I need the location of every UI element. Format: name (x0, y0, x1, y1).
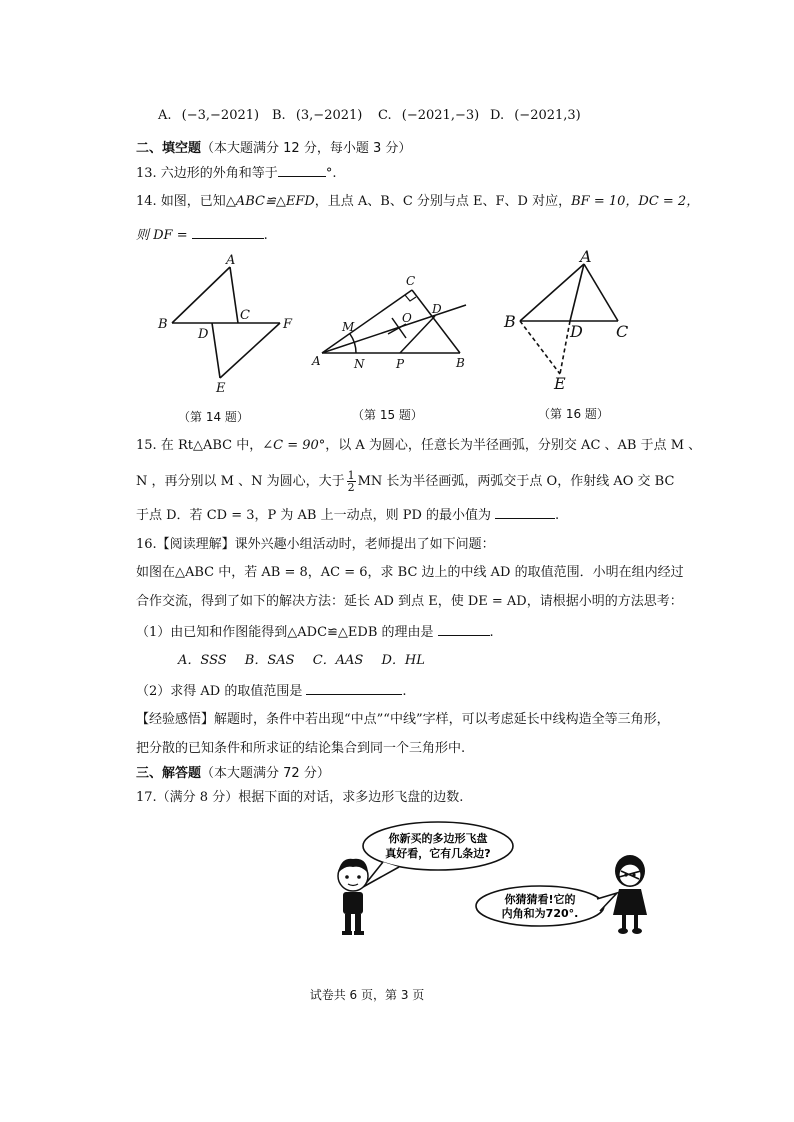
option-b (272, 108, 362, 123)
page-footer: 试卷共 6 页，第 3 页 (309, 988, 425, 1002)
q14-line2: 则 DF = (136, 228, 188, 243)
option-a-value: (−3,−2021) (181, 108, 260, 123)
bubble-1-line-1: 你新买的多边形飞盘 (388, 832, 488, 845)
speech-bubble-2 (476, 886, 604, 926)
fig14-label-e: E (216, 381, 226, 395)
option-c-value: (−2021,−3) (401, 108, 480, 123)
fig15-label-c: C (406, 274, 416, 288)
q15-line3b: . (555, 508, 560, 523)
fig14-label-c: C (240, 308, 250, 323)
option-d-value: (−2021,3) (514, 108, 581, 123)
question-15-line-2 (136, 470, 674, 493)
question-13 (136, 164, 336, 183)
q15-line2a: N ，再分别以 M 、N 为圆心，大于 (136, 474, 345, 489)
q16-sub2-text: （2）求得 AD 的取值范围是 (136, 684, 303, 699)
q14-end: . (263, 228, 268, 243)
q16-sub1-text: （1）由已知和作图能得到△ADC≌△EDB 的理由是 (136, 625, 434, 640)
q15-line1a: 15. 在 Rt△ABC 中， (136, 438, 263, 453)
section-3-note: （本大题满分 72 分） (201, 766, 330, 781)
section-3-title: 三、解答题 (136, 766, 202, 781)
q15-line3a: 于点 D．若 CD = 3，P 为 AB 上一动点，则 PD 的最小值为 (136, 508, 492, 523)
fig14-segment-ba (172, 267, 230, 323)
q16-sub2 (136, 682, 407, 701)
figure-15 (310, 272, 480, 377)
fig14-label-b: B (158, 317, 168, 332)
q16-line1: 如图在△ABC 中，若 AB = 8，AC = 6，求 BC 边上的中线 AD 的取值范围．小明在组内经过 (136, 565, 684, 580)
fig14-label-d: D (198, 327, 209, 342)
bubble-1-line-2: 真好看，它有几条边? (385, 847, 491, 860)
q16-option-a: A．SSS (178, 653, 227, 668)
fig15-label-m: M (342, 320, 355, 334)
q16-experience-line1: 【经验感悟】解题时，条件中若出现“中点”“中线”字样，可以考虑延长中线构造全等三角形， (136, 712, 670, 727)
bubble-2-line-2: 内角和为720°. (501, 907, 579, 920)
question-15-line-3 (136, 506, 559, 525)
option-c-label: C. (378, 108, 392, 123)
fig15-segment-cb (412, 290, 460, 353)
fig14-segment-fe (220, 323, 280, 378)
fig15-segment-ac (322, 290, 412, 353)
q16-experience-line2: 把分散的已知条件和所求证的结论集合到同一个三角形中. (136, 741, 466, 756)
fig16-segment-be (520, 321, 560, 374)
option-b-value: (3,−2021) (295, 108, 363, 123)
fig16-label-e: E (554, 374, 566, 391)
option-a-label: A. (158, 108, 172, 123)
fig15-label-o: O (402, 311, 412, 325)
fig16-label-d: D (570, 322, 583, 341)
option-c (378, 108, 479, 123)
q15-answer-blank (495, 506, 555, 519)
girl-figure (613, 855, 647, 934)
q15-line2b: MN 长为半径画弧，两弧交于点 O，作射线 AO 交 BC (357, 474, 675, 489)
fig16-segment-ba (520, 264, 584, 321)
q16-line2: 合作交流，得到了如下的解决方法：延长 AD 到点 E，使 DE = AD，请根据小明的方法思考： (136, 594, 683, 609)
fig15-right-angle-mark (405, 295, 416, 301)
q15-line1c: ，以 A 为圆心，任意长为半径画弧，分别交 AC 、AB 于点 M 、 (325, 438, 702, 453)
q16-option-b: B．SAS (244, 653, 295, 668)
q13-suffix: °. (325, 166, 337, 181)
fig14-segment-ac (230, 267, 238, 323)
q16-sub1-blank (438, 623, 490, 636)
fig14-segment-ed (212, 323, 220, 378)
fig15-label-d: D (432, 302, 442, 316)
bubble-2-line-1: 你猜猜看!它的 (504, 893, 576, 906)
fig15-label-p: P (396, 357, 405, 371)
speech-bubble-2-tail (597, 893, 617, 911)
q14-given: BF = 10，DC = 2， (571, 194, 700, 209)
section-3-heading (136, 765, 330, 783)
q16-sub2-end: . (402, 684, 407, 699)
q16-sub1-end: . (489, 625, 494, 640)
fig16-label-a: A (580, 247, 592, 266)
q15-fraction (347, 470, 356, 493)
q15-frac-den: 2 (347, 481, 355, 494)
option-a (158, 108, 259, 123)
q14-answer-blank (192, 226, 264, 239)
q17-dialogue-illustration (325, 815, 655, 950)
section-2-title: 二、填空题 (136, 141, 202, 156)
q16-heading: 16.【阅读理解】课外兴趣小组活动时，老师提出了如下问题： (136, 537, 495, 552)
fig16-caption: （第 16 题） (538, 407, 609, 421)
option-d-label: D. (490, 108, 505, 123)
q13-text: 13. 六边形的外角和等于 (136, 166, 278, 181)
question-17: 17.（满分 8 分）根据下面的对话，求多边形飞盘的边数. (136, 790, 464, 805)
fig16-segment-de (560, 321, 570, 374)
q16-options (178, 652, 425, 670)
option-b-label: B. (272, 108, 286, 123)
fig15-label-a: A (312, 354, 321, 368)
fig14-label-f: F (283, 317, 293, 332)
q14-text-b: ，且点 A、B、C 分别与点 E、F、D 对应， (314, 194, 572, 209)
fig15-caption: （第 15 题） (352, 408, 423, 422)
q16-option-c: C．AAS (312, 653, 364, 668)
q16-sub2-blank (306, 682, 402, 695)
fig16-segment-ac (584, 264, 618, 321)
fig15-label-b: B (456, 356, 465, 370)
boy-figure (338, 859, 368, 935)
q15-line1b: ∠C = 90° (262, 438, 326, 453)
q16-option-d: D．HL (381, 653, 425, 668)
q16-sub1 (136, 623, 494, 642)
fig16-label-c: C (616, 322, 629, 341)
fig15-label-n: N (354, 357, 365, 371)
section-2-heading (136, 140, 411, 158)
option-d (490, 108, 581, 123)
fig14-caption: （第 14 题） (178, 410, 249, 424)
section-2-note: （本大题满分 12 分，每小题 3 分） (201, 141, 412, 156)
q13-answer-blank (278, 164, 326, 177)
fig16-label-b: B (504, 312, 516, 331)
question-15 (136, 437, 701, 455)
question-14-line-2 (136, 226, 268, 245)
question-14 (136, 193, 699, 211)
q15-frac-num: 1 (347, 469, 355, 482)
fig16-segment-ad (570, 264, 584, 321)
q14-congruence: △ABC≌△EFD (225, 194, 315, 209)
figure-16 (500, 246, 640, 391)
q14-text-a: 14. 如图，已知 (136, 194, 226, 209)
fig14-label-a: A (226, 253, 236, 268)
figure-14 (150, 250, 300, 395)
